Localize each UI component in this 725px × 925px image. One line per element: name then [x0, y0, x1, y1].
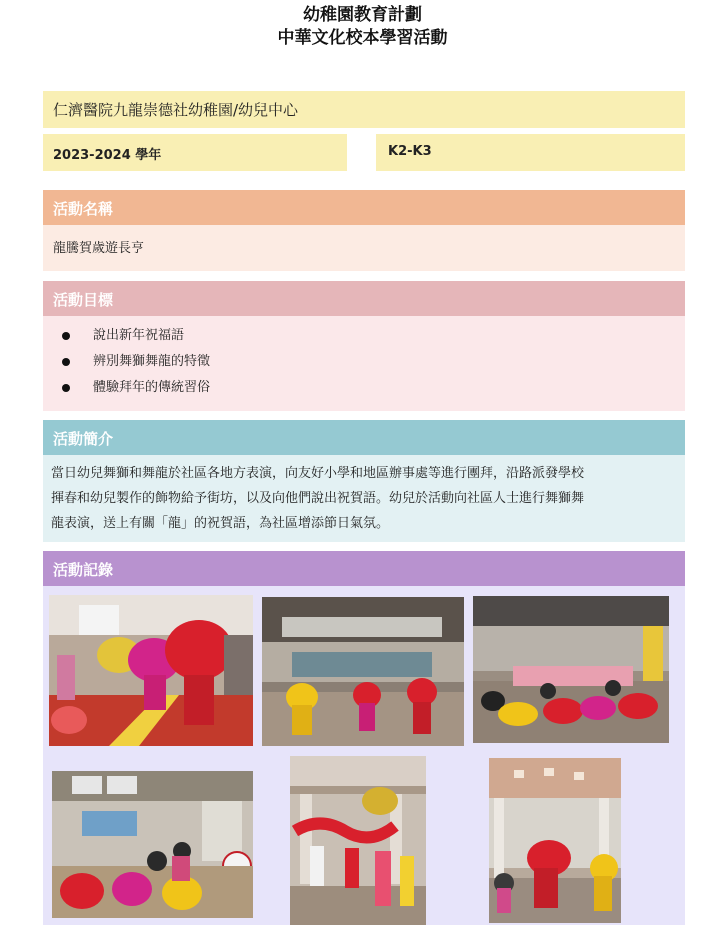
- bullet-icon: [62, 358, 70, 366]
- objectives-list: [43, 316, 685, 411]
- activity-name-heading: 活動名稱: [43, 190, 685, 225]
- objective-text: 體驗拜年的傳統習俗: [93, 380, 211, 395]
- intro-line: 龍表演，送上有關「龍」的祝賀語，為社區增添節日氣氛。: [51, 516, 390, 531]
- list-item: [53, 326, 675, 352]
- list-item: [53, 352, 675, 378]
- grade-level: K2-K3: [376, 134, 685, 171]
- activity-name-value: 龍騰賀歲遊長亨: [43, 225, 685, 271]
- school-year: 2023-2024 學年: [43, 134, 347, 171]
- dragon-dance-street-photo: [290, 756, 426, 925]
- classroom-group-photo: [52, 771, 253, 918]
- group-lions-photo: [473, 596, 669, 743]
- lion-dance-indoor-photo: [49, 595, 253, 746]
- objective-text: 說出新年祝福語: [93, 328, 185, 343]
- intro-heading: 活動簡介: [43, 420, 685, 455]
- intro-line: 當日幼兒舞獅和舞龍於社區各地方表演，向友好小學和地區辦事處等進行團拜，沿路派發學校: [51, 466, 585, 481]
- school-name: 仁濟醫院九龍崇德社幼稚園/幼兒中心: [43, 91, 685, 128]
- objective-text: 辨別舞獅舞龍的特徵: [93, 354, 211, 369]
- intro-line: 揮春和幼兒製作的飾物給予街坊，以及向他們說出祝賀語。幼兒於活動向社區人士進行舞獅舞: [51, 491, 585, 506]
- records-heading: 活動記錄: [43, 551, 685, 586]
- list-item: [53, 378, 675, 404]
- title-line-1: 幼稚園教育計劃: [303, 5, 422, 25]
- objectives-heading: 活動目標: [43, 281, 685, 316]
- bullet-icon: [62, 384, 70, 392]
- lion-dance-covered-walkway-photo: [489, 758, 621, 923]
- title-line-2: 中華文化校本學習活動: [277, 28, 448, 48]
- intro-text: [43, 455, 685, 542]
- bullet-icon: [62, 332, 70, 340]
- lion-dance-hall-photo: [262, 597, 464, 746]
